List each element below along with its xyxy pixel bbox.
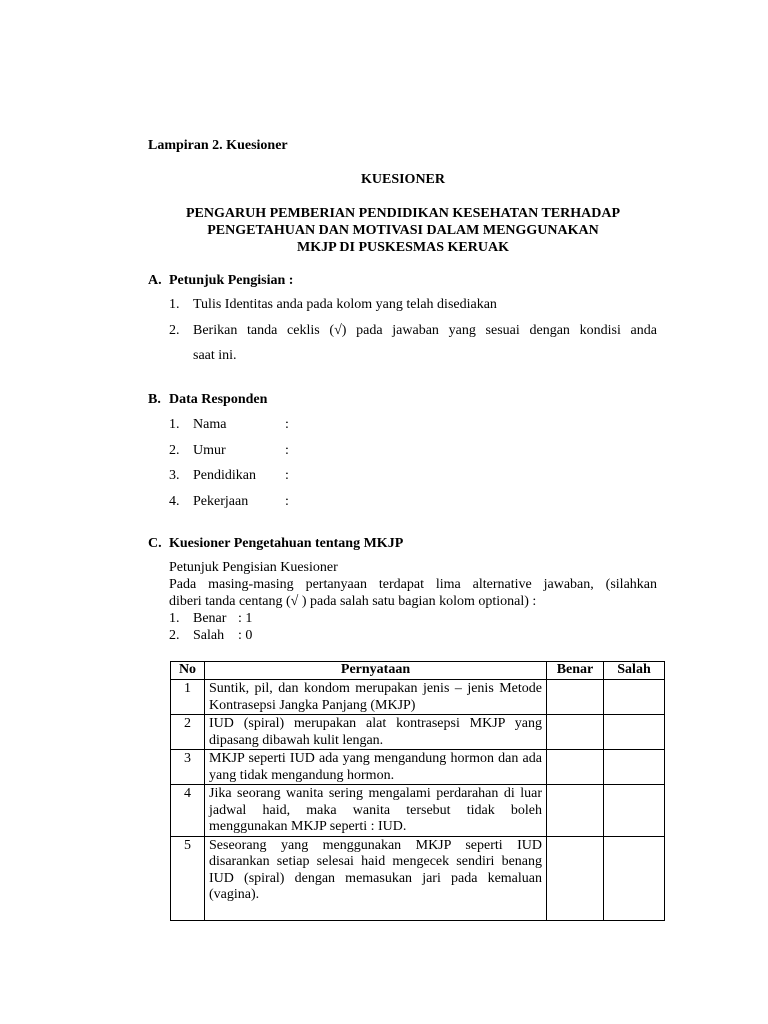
row-statement: Seseorang yang menggunakan MKJP seperti IUD disarankan setiap selesai haid mengecek sendiri benang IUD (spiral) dengan memasukan jari pada kemaluan (vagina). (205, 836, 547, 920)
instruction-item-text-cont: saat ini. (193, 348, 237, 363)
answer-option-label: Salah (193, 628, 225, 643)
salah-answer-cell[interactable] (604, 785, 665, 837)
respondent-field-colon: : (285, 494, 289, 509)
section-c-letter: C. (148, 536, 162, 551)
salah-answer-cell[interactable] (604, 680, 665, 715)
header-no: No (171, 662, 205, 680)
questionnaire-instruction-line: Pada masing-masing pertanyaan terdapat lima alternative jawaban, (silahkan (169, 577, 657, 592)
instruction-item-text: Berikan tanda ceklis (√) pada jawaban yang sesuai dengan kondisi anda (193, 323, 657, 338)
benar-answer-cell[interactable] (547, 836, 604, 920)
header-statement: Pernyataan (205, 662, 547, 680)
salah-answer-cell[interactable] (604, 836, 665, 920)
row-number: 2 (171, 715, 205, 750)
subtitle-line-3: MKJP DI PUSKESMAS KERUAK (297, 240, 509, 255)
row-number: 5 (171, 836, 205, 920)
table-header-row (171, 662, 665, 680)
instruction-item-number: 1. (169, 297, 180, 312)
answer-option-value: : 1 (238, 611, 253, 626)
instruction-item-number: 2. (169, 323, 180, 338)
respondent-field-age-label: Umur (193, 443, 226, 458)
row-statement: Suntik, pil, dan kondom merupakan jenis – jenis Metode Kontrasepsi Jangka Panjang (MKJP) (205, 680, 547, 715)
table-row (171, 750, 665, 785)
benar-answer-cell[interactable] (547, 715, 604, 750)
section-a-letter: A. (148, 273, 162, 288)
table-row (171, 836, 665, 920)
document-title: KUESIONER (360, 172, 446, 187)
answer-option-number: 1. (169, 611, 180, 626)
questionnaire-instruction-title: Petunjuk Pengisian Kuesioner (169, 560, 338, 575)
benar-answer-cell[interactable] (547, 680, 604, 715)
row-statement: MKJP seperti IUD ada yang mengandung hormon dan ada yang tidak mengandung hormon. (205, 750, 547, 785)
benar-answer-cell[interactable] (547, 750, 604, 785)
section-b-letter: B. (148, 392, 161, 407)
row-number: 4 (171, 785, 205, 837)
table-row (171, 680, 665, 715)
respondent-field-number: 2. (169, 443, 180, 458)
instruction-item-text: Tulis Identitas anda pada kolom yang telah disediakan (193, 297, 497, 312)
knowledge-questionnaire-table (170, 661, 665, 921)
row-statement: IUD (spiral) merupakan alat kontrasepsi MKJP yang dipasang dibawah kulit lengan. (205, 715, 547, 750)
benar-answer-cell[interactable] (547, 785, 604, 837)
answer-option-value: : 0 (238, 628, 253, 643)
subtitle-line-2: PENGETAHUAN DAN MOTIVASI DALAM MENGGUNAKAN (207, 223, 599, 238)
respondent-field-colon: : (285, 443, 289, 458)
respondent-field-colon: : (285, 417, 289, 432)
table-row (171, 785, 665, 837)
header-benar: Benar (547, 662, 604, 680)
row-number: 1 (171, 680, 205, 715)
respondent-field-name-label: Nama (193, 417, 227, 432)
respondent-field-education-label: Pendidikan (193, 468, 256, 483)
section-c-heading: Kuesioner Pengetahuan tentang MKJP (169, 536, 404, 551)
header-salah: Salah (604, 662, 665, 680)
respondent-field-number: 3. (169, 468, 180, 483)
section-b-heading: Data Responden (169, 392, 268, 407)
respondent-field-occupation-label: Pekerjaan (193, 494, 249, 509)
respondent-field-number: 4. (169, 494, 180, 509)
answer-option-number: 2. (169, 628, 180, 643)
row-number: 3 (171, 750, 205, 785)
appendix-label: Lampiran 2. Kuesioner (148, 138, 288, 153)
salah-answer-cell[interactable] (604, 715, 665, 750)
respondent-field-number: 1. (169, 417, 180, 432)
salah-answer-cell[interactable] (604, 750, 665, 785)
section-a-heading: Petunjuk Pengisian : (169, 273, 294, 288)
row-statement: Jika seorang wanita sering mengalami perdarahan di luar jadwal haid, maka wanita tersebut tidak boleh menggunakan MKJP seperti : IUD. (205, 785, 547, 837)
questionnaire-instruction-line: diberi tanda centang (√ ) pada salah satu bagian kolom optional) : (169, 594, 537, 609)
respondent-field-colon: : (285, 468, 289, 483)
answer-option-label: Benar (193, 611, 227, 626)
table-row (171, 715, 665, 750)
subtitle-line-1: PENGARUH PEMBERIAN PENDIDIKAN KESEHATAN TERHADAP (185, 206, 621, 221)
